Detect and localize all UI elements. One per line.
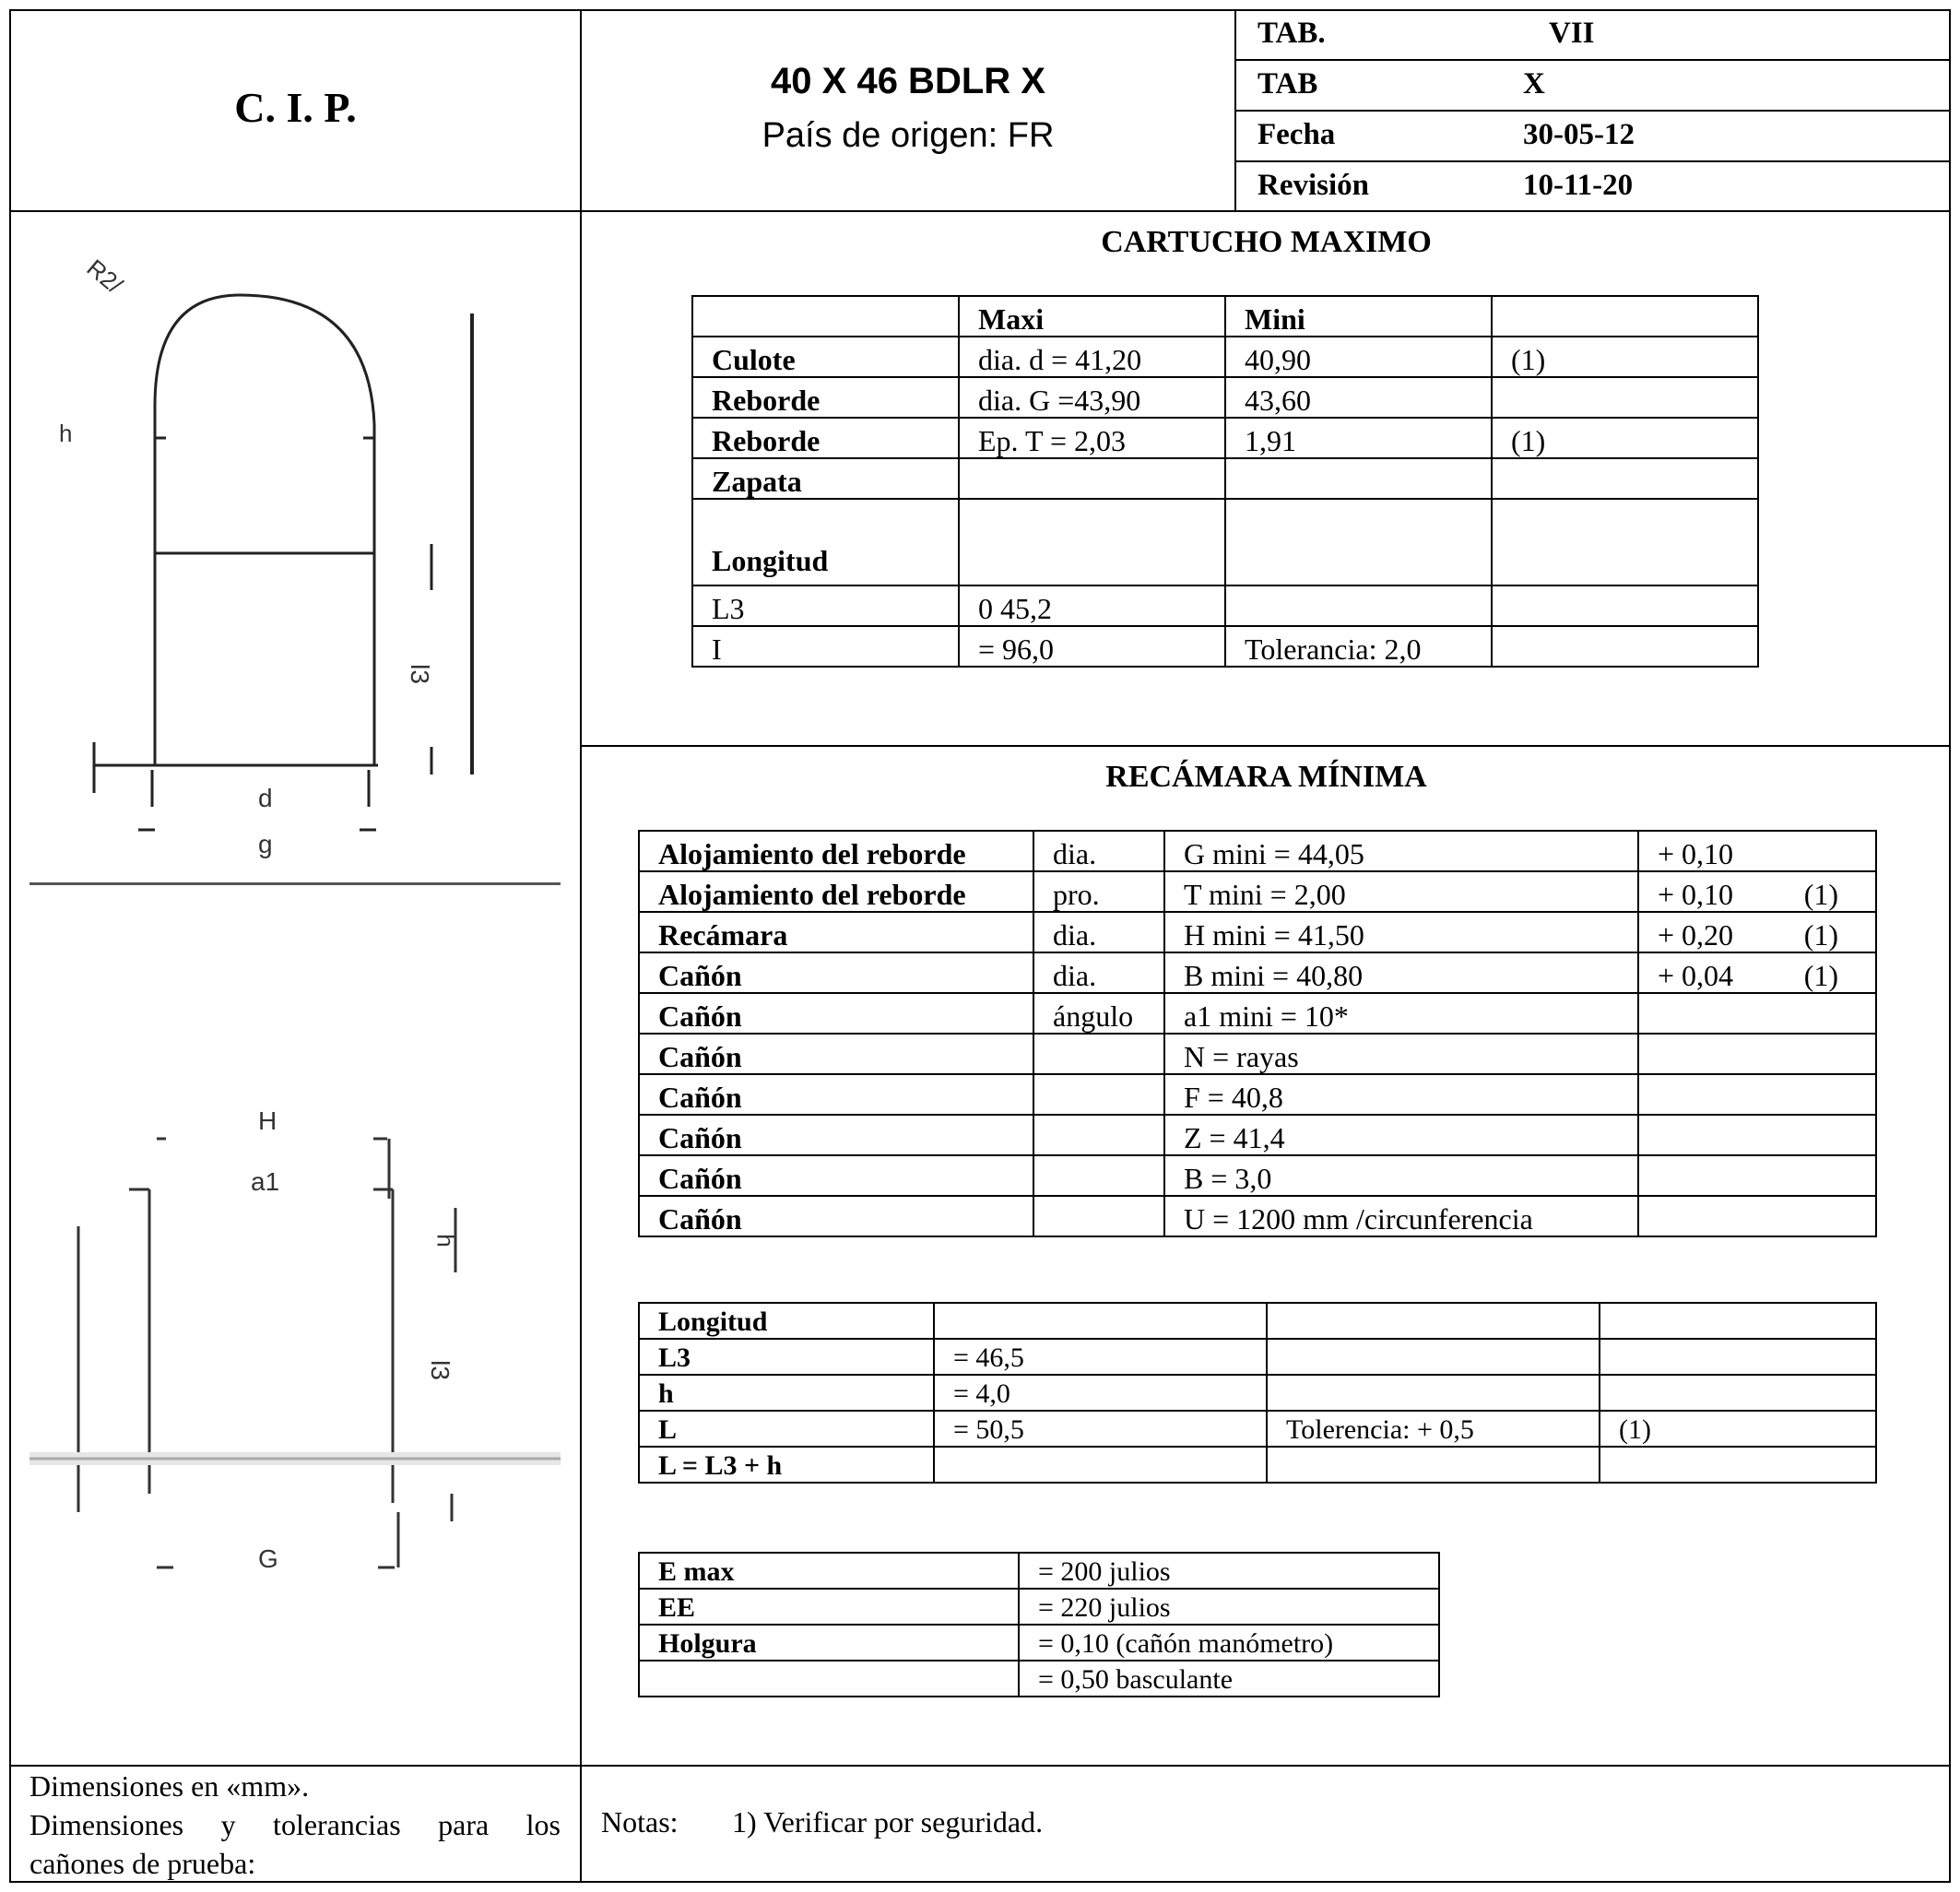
table-cell: Tolerencia: + 0,5 bbox=[1267, 1411, 1600, 1447]
table-cell: = 0,50 basculante bbox=[1019, 1661, 1439, 1697]
footer-tolerance-note: Dimensiones y tolerancias para los bbox=[30, 1808, 561, 1841]
row-label: Zapata bbox=[692, 458, 959, 499]
table-cell: (1) bbox=[1492, 337, 1758, 377]
table-row bbox=[639, 831, 1876, 871]
row-label: L = L3 + h bbox=[639, 1447, 934, 1483]
table-cell: Tolerancia: 2,0 bbox=[1225, 626, 1492, 667]
row-label: Reborde bbox=[692, 377, 959, 418]
row-label: Recámara bbox=[639, 912, 1033, 952]
table-cell: 0 45,2 bbox=[959, 585, 1225, 626]
table-cell: dia. bbox=[1033, 831, 1164, 871]
frame-right bbox=[1949, 9, 1951, 1883]
info-label: TAB. bbox=[1257, 17, 1326, 50]
frame-column-divider bbox=[580, 9, 582, 1883]
table-cell bbox=[1033, 1196, 1164, 1236]
row-label: Longitud bbox=[639, 1303, 934, 1339]
footer-left bbox=[30, 1767, 561, 1883]
tolerance-cell bbox=[1658, 878, 1875, 911]
row-label: Cañón bbox=[639, 1115, 1033, 1155]
table-row bbox=[639, 1375, 1876, 1411]
row-label: Holgura bbox=[639, 1625, 1019, 1661]
table-row bbox=[639, 1339, 1876, 1375]
table-cell: pro. bbox=[1033, 871, 1164, 912]
page-title: 40 X 46 BDLR X bbox=[771, 61, 1045, 101]
table-cell: dia. bbox=[1033, 912, 1164, 952]
table-row bbox=[639, 1447, 1876, 1483]
table-cell: (1) bbox=[1492, 418, 1758, 458]
table-cell bbox=[1638, 1074, 1876, 1115]
dim-label-H: H bbox=[258, 1106, 277, 1135]
table-cell: F = 40,8 bbox=[1164, 1074, 1638, 1115]
row-label: Alojamiento del reborde bbox=[639, 831, 1033, 871]
section-title-recamara: RECÁMARA MÍNIMA bbox=[1105, 760, 1427, 794]
table-header-row bbox=[692, 296, 1758, 337]
dim-label-h: h bbox=[59, 420, 73, 447]
radius-label: R2/ bbox=[81, 254, 128, 300]
table-row bbox=[692, 458, 1758, 499]
table-row bbox=[639, 1034, 1876, 1074]
table-row bbox=[639, 1411, 1876, 1447]
table-cell: dia. bbox=[1033, 952, 1164, 993]
table-cell bbox=[692, 296, 959, 337]
row-label: L3 bbox=[692, 585, 959, 626]
tolerance-cell bbox=[1658, 837, 1875, 870]
table-cell bbox=[1033, 1074, 1164, 1115]
info-value: 10-11-20 bbox=[1523, 169, 1634, 202]
info-value: X bbox=[1523, 67, 1545, 101]
table-cell: ángulo bbox=[1033, 993, 1164, 1034]
table-cell: 43,60 bbox=[1225, 377, 1492, 418]
info-value: VII bbox=[1549, 17, 1595, 50]
row-label: h bbox=[639, 1375, 934, 1411]
table-cell: B = 3,0 bbox=[1164, 1155, 1638, 1196]
table-header-cell: Maxi bbox=[959, 296, 1225, 337]
table-row bbox=[692, 499, 1758, 585]
table-row bbox=[639, 1661, 1439, 1697]
tolerance-value: + 0,10 bbox=[1658, 878, 1734, 911]
table-cell: Z = 41,4 bbox=[1164, 1115, 1638, 1155]
section-title-cartucho: CARTUCHO MAXIMO bbox=[1101, 225, 1432, 259]
table-cell: 1,91 bbox=[1225, 418, 1492, 458]
table-row bbox=[639, 1553, 1439, 1589]
info-row-line bbox=[1236, 59, 1951, 61]
table-row bbox=[639, 1589, 1439, 1625]
table-cell bbox=[1492, 499, 1758, 585]
table-row bbox=[639, 871, 1876, 912]
table-cell bbox=[1638, 831, 1876, 871]
table-row bbox=[692, 626, 1758, 667]
tolerance-cell bbox=[1658, 959, 1875, 992]
dim-label-h-bottom: h bbox=[431, 1234, 460, 1248]
table-cell: = 46,5 bbox=[934, 1339, 1267, 1375]
table-cell: T mini = 2,00 bbox=[1164, 871, 1638, 912]
table-cell: a1 mini = 10* bbox=[1164, 993, 1638, 1034]
footer-units-note: Dimensiones en «mm». bbox=[30, 1769, 310, 1803]
table-cell bbox=[1267, 1375, 1600, 1411]
table-cell: dia. d = 41,20 bbox=[959, 337, 1225, 377]
table-cell bbox=[1638, 1034, 1876, 1074]
cartridge-drawing bbox=[18, 240, 572, 885]
note-ref: (1) bbox=[1803, 878, 1838, 911]
recamara-table bbox=[638, 830, 1877, 1237]
table-cell bbox=[1600, 1375, 1876, 1411]
table-row bbox=[639, 912, 1876, 952]
row-label: E max bbox=[639, 1553, 1019, 1589]
tolerance-value: + 0,20 bbox=[1658, 918, 1734, 952]
footer-tolerance-note-cont: cañones de prueba: bbox=[30, 1847, 256, 1880]
table-cell: U = 1200 mm /circunferencia bbox=[1164, 1196, 1638, 1236]
table-cell: = 200 julios bbox=[1019, 1553, 1439, 1589]
table-cell: = 50,5 bbox=[934, 1411, 1267, 1447]
table-cell bbox=[1638, 993, 1876, 1034]
table-cell bbox=[1638, 952, 1876, 993]
table-row bbox=[692, 377, 1758, 418]
table-row bbox=[639, 1155, 1876, 1196]
origin-label: País de origen: FR bbox=[762, 116, 1055, 155]
row-label: Cañón bbox=[639, 993, 1033, 1034]
table-cell bbox=[1600, 1339, 1876, 1375]
cartridge-outline bbox=[155, 295, 374, 765]
row-label: Cañón bbox=[639, 1196, 1033, 1236]
tolerance-value: + 0,04 bbox=[1658, 959, 1734, 992]
dim-label-l3: l3 bbox=[405, 664, 434, 684]
row-label: L bbox=[639, 1411, 934, 1447]
table-cell bbox=[1225, 499, 1492, 585]
row-label: EE bbox=[639, 1589, 1019, 1625]
table-cell: N = rayas bbox=[1164, 1034, 1638, 1074]
row-label: Cañón bbox=[639, 1155, 1033, 1196]
table-row bbox=[639, 952, 1876, 993]
table-cell bbox=[1033, 1155, 1164, 1196]
table-cell: G mini = 44,05 bbox=[1164, 831, 1638, 871]
table-cell: = 220 julios bbox=[1019, 1589, 1439, 1625]
row-label: Culote bbox=[692, 337, 959, 377]
table-cell: Ep. T = 2,03 bbox=[959, 418, 1225, 458]
info-label: Revisión bbox=[1257, 169, 1370, 202]
longitud-table bbox=[638, 1302, 1877, 1484]
table-cell: B mini = 40,80 bbox=[1164, 952, 1638, 993]
table-cell: = 96,0 bbox=[959, 626, 1225, 667]
table-cell bbox=[1225, 458, 1492, 499]
table-cell bbox=[1267, 1447, 1600, 1483]
table-row bbox=[639, 993, 1876, 1034]
row-label: L3 bbox=[639, 1339, 934, 1375]
row-label: Alojamiento del reborde bbox=[639, 871, 1033, 912]
dim-label-g: g bbox=[258, 830, 273, 858]
table-cell: H mini = 41,50 bbox=[1164, 912, 1638, 952]
notes-label: Notas: bbox=[601, 1805, 679, 1839]
note-ref: (1) bbox=[1803, 959, 1838, 992]
table-cell bbox=[959, 458, 1225, 499]
row-label: Cañón bbox=[639, 1074, 1033, 1115]
table-row bbox=[692, 585, 1758, 626]
frame-section-divider bbox=[582, 745, 1951, 747]
table-cell bbox=[1638, 1196, 1876, 1236]
table-cell bbox=[1033, 1115, 1164, 1155]
info-value: 30-05-12 bbox=[1523, 118, 1635, 151]
table-cell bbox=[1638, 912, 1876, 952]
dim-label-d: d bbox=[258, 784, 273, 812]
chamber-drawing bbox=[18, 1088, 572, 1604]
frame-top bbox=[9, 9, 1951, 11]
table-row bbox=[639, 1303, 1876, 1339]
dim-label-G: G bbox=[258, 1544, 278, 1573]
table-cell: dia. G =43,90 bbox=[959, 377, 1225, 418]
table-cell bbox=[1492, 585, 1758, 626]
dim-label-a1: a1 bbox=[251, 1167, 280, 1196]
table-cell bbox=[959, 499, 1225, 585]
table-cell bbox=[934, 1303, 1267, 1339]
table-cell: = 0,10 (cañón manómetro) bbox=[1019, 1625, 1439, 1661]
table-cell bbox=[1600, 1303, 1876, 1339]
table-cell bbox=[1267, 1339, 1600, 1375]
table-row bbox=[692, 418, 1758, 458]
notes-text: 1) Verificar por seguridad. bbox=[732, 1805, 1044, 1839]
table-cell bbox=[1492, 458, 1758, 499]
table-row bbox=[692, 337, 1758, 377]
tolerance-value: + 0,10 bbox=[1658, 837, 1734, 870]
org-label: C. I. P. bbox=[234, 84, 357, 131]
cartucho-table bbox=[691, 295, 1759, 668]
tolerance-cell bbox=[1658, 918, 1875, 952]
table-cell bbox=[1033, 1034, 1164, 1074]
row-label: I bbox=[692, 626, 959, 667]
table-cell bbox=[1638, 1155, 1876, 1196]
table-cell bbox=[1638, 871, 1876, 912]
info-label: TAB bbox=[1257, 67, 1318, 101]
table-row bbox=[639, 1625, 1439, 1661]
row-label bbox=[639, 1661, 1019, 1697]
table-cell bbox=[1638, 1115, 1876, 1155]
row-label: Longitud bbox=[692, 499, 959, 585]
table-cell bbox=[1492, 377, 1758, 418]
table-header-cell: Mini bbox=[1225, 296, 1492, 337]
row-label: Cañón bbox=[639, 1034, 1033, 1074]
row-label: Reborde bbox=[692, 418, 959, 458]
table-cell: 40,90 bbox=[1225, 337, 1492, 377]
energia-table bbox=[638, 1552, 1440, 1697]
row-label: Cañón bbox=[639, 952, 1033, 993]
info-label: Fecha bbox=[1257, 118, 1336, 151]
info-row-line bbox=[1236, 160, 1951, 162]
table-row bbox=[639, 1074, 1876, 1115]
table-cell bbox=[1492, 296, 1758, 337]
frame-header-divider bbox=[9, 210, 1951, 212]
dim-label-l3-bottom: l3 bbox=[425, 1360, 455, 1380]
note-ref: (1) bbox=[1803, 918, 1838, 952]
table-cell bbox=[934, 1447, 1267, 1483]
table-cell bbox=[1225, 585, 1492, 626]
info-row-line bbox=[1236, 110, 1951, 112]
table-cell: = 4,0 bbox=[934, 1375, 1267, 1411]
table-cell: (1) bbox=[1600, 1411, 1876, 1447]
table-cell bbox=[1492, 626, 1758, 667]
table-cell bbox=[1267, 1303, 1600, 1339]
frame-left bbox=[9, 9, 11, 1883]
table-row bbox=[639, 1196, 1876, 1236]
table-row bbox=[639, 1115, 1876, 1155]
table-cell bbox=[1600, 1447, 1876, 1483]
